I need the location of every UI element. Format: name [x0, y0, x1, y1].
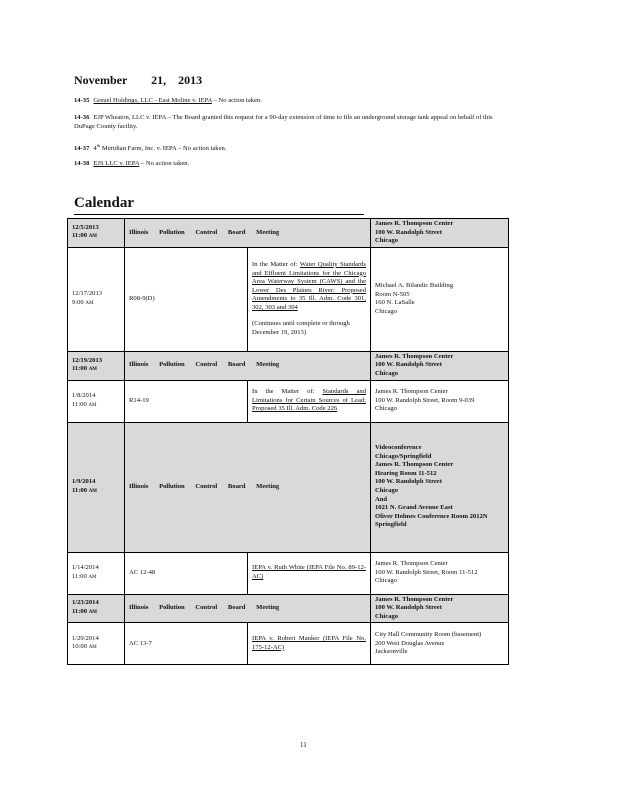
calendar-location-cell	[371, 422, 509, 552]
location-line: Chicago	[375, 237, 399, 245]
calendar-location-cell	[371, 247, 509, 351]
calendar-case-cell	[125, 380, 248, 422]
event-ampm: AM	[88, 574, 97, 580]
calendar-row	[68, 380, 509, 422]
location-line: Chicago/Springfield	[375, 452, 432, 460]
location-line: James R. Thompson Center	[375, 388, 448, 396]
event-ampm: AM	[85, 300, 94, 306]
event-time: 11:00	[72, 607, 88, 615]
calendar-meeting-cell	[125, 594, 371, 623]
heading-day: 21,	[151, 73, 167, 87]
case-number: R14-19	[129, 396, 149, 404]
action-item	[74, 141, 506, 153]
location-line: Chicago	[375, 369, 399, 377]
event-ampm: AM	[88, 609, 98, 615]
location-line: 100 W. Randolph Street, Room 11-512	[375, 568, 478, 576]
location-line: James R. Thompson Center	[375, 352, 454, 360]
calendar-date-cell	[68, 219, 125, 248]
calendar-description-cell	[248, 380, 371, 422]
item-number: 14-35	[74, 97, 90, 104]
location-line: James R. Thompson Center	[375, 220, 454, 227]
location-line: 160 N. LaSalle	[375, 299, 415, 307]
calendar-location-cell	[371, 552, 509, 594]
description-title: Water Quality Standards and Effluent Limitations for the Chicago Area Waterway System (CAWS) and the Lower Des Plaines River: Proposed Amendments to 35 Ill. Adm. Code 301, 302, 303 and 304	[252, 260, 366, 311]
calendar-meeting-cell	[125, 351, 371, 380]
event-date: 1/8/2014	[72, 391, 96, 399]
description-prefix: In the Matter of:	[252, 388, 323, 396]
calendar-row	[68, 623, 509, 665]
calendar-description-cell	[248, 552, 371, 594]
event-date: 1/29/2014	[72, 634, 99, 642]
item-title-part: 4	[93, 145, 97, 153]
item-text: – No action taken.	[139, 160, 190, 167]
item-number: 14-36	[74, 114, 90, 121]
event-time: 11:00	[72, 232, 88, 240]
item-title: EJP Wheaton, LLC v. IEPA	[93, 114, 166, 121]
calendar-description-cell	[248, 623, 371, 665]
location-line: Chicago	[375, 577, 397, 585]
location-line: 1021 N. Grand Avenue East	[375, 504, 453, 512]
event-time: 10:00	[72, 643, 88, 651]
heading-year: 2013	[178, 73, 203, 87]
event-description: Illinois Pollution Control Board Meeting	[129, 228, 280, 236]
description-title: IEPA v. Ruth White (IEPA File No. 89-12-AC)	[252, 564, 366, 581]
calendar-row	[68, 247, 509, 351]
event-ampm: AM	[88, 367, 98, 373]
item-number: 14-37	[74, 145, 90, 153]
calendar-meeting-cell	[125, 422, 371, 552]
event-ampm: AM	[88, 488, 98, 494]
event-time: 11:00	[72, 400, 87, 408]
event-ampm: AM	[88, 402, 97, 408]
item-number: 14-38	[74, 160, 90, 167]
event-description	[252, 388, 366, 414]
heading-month: November	[74, 73, 128, 87]
event-date: 12/19/2013	[72, 356, 103, 364]
location-line: Chicago	[375, 307, 397, 315]
calendar-date-cell	[68, 422, 125, 552]
event-description: Illinois Pollution Control Board Meeting	[129, 482, 280, 490]
calendar-date-cell	[68, 351, 125, 380]
event-time: 9:00	[72, 298, 84, 306]
location-line: Oliver Holmes Conference Room 2012N	[375, 512, 488, 520]
event-description: Illinois Pollution Control Board Meeting	[129, 604, 280, 612]
location-line: Jacksonville	[375, 648, 408, 656]
calendar-date-cell	[68, 552, 125, 594]
location-line: 100 W. Randolph Street	[375, 478, 442, 486]
location-line: 200 West Douglas Avenue	[375, 639, 445, 647]
calendar-meeting-cell	[125, 219, 371, 248]
event-date: 12/5/2013	[72, 223, 99, 231]
description-title: Standards and Limitations for Certain Sources of Lead: Proposed 35 Ill. Adm. Code 226	[252, 388, 366, 413]
event-date: 12/17/2013	[72, 290, 103, 298]
calendar-location-cell	[371, 351, 509, 380]
calendar-case-cell	[125, 552, 248, 594]
calendar-table	[67, 218, 509, 665]
description-prefix: In the Matter of:	[252, 260, 300, 268]
event-date: 1/14/2014	[72, 563, 99, 571]
location-line: City Hall Community Room (basement)	[375, 630, 482, 638]
location-line: Springfield	[375, 521, 407, 529]
calendar-date-cell	[68, 594, 125, 623]
location-line: James R. Thompson Center	[375, 560, 448, 568]
event-time: 11:00	[72, 572, 87, 580]
calendar-date-cell	[68, 247, 125, 351]
location-line: Chicago	[375, 405, 397, 413]
calendar-case-cell	[125, 247, 248, 351]
calendar-location-cell	[371, 380, 509, 422]
event-time: 11:00	[72, 486, 88, 494]
calendar-date-cell	[68, 380, 125, 422]
case-number: AC 13-7	[129, 639, 152, 647]
calendar-row	[68, 594, 509, 623]
item-title-link[interactable]: EJS LLC v. IEPA	[93, 160, 140, 167]
calendar-date-cell	[68, 623, 125, 665]
item-text: – The Board granted this request for a 90-day extension of time to file an underground storage tank appeal on behalf of this DuPage County facility.	[74, 114, 493, 130]
calendar-location-cell	[371, 594, 509, 623]
location-line: 100 W. Randolph Street, Room 9-039	[375, 396, 475, 404]
calendar-row	[68, 351, 509, 380]
action-item	[74, 96, 506, 105]
location-line: And	[375, 495, 388, 503]
location-line: James R. Thompson Center	[375, 461, 454, 469]
event-date: 1/23/2014	[72, 599, 99, 607]
item-title-link[interactable]: Greuel Holdings, LLC - East Moline v. IEPA	[93, 97, 212, 104]
event-description	[252, 635, 366, 652]
section-date-heading	[74, 73, 202, 88]
calendar-row	[68, 552, 509, 594]
case-number: R08-9(D)	[129, 294, 155, 302]
location-line: 100 W. Randolph Street	[375, 228, 442, 236]
calendar-description-cell	[248, 247, 371, 351]
event-description: Illinois Pollution Control Board Meeting	[129, 361, 280, 369]
calendar-title: Calendar	[74, 195, 134, 211]
event-ampm: AM	[88, 234, 98, 240]
location-line: 100 W. Randolph Street	[375, 361, 442, 369]
location-line: Room N-505	[375, 290, 410, 298]
item-text: – No action taken.	[176, 145, 227, 153]
case-number: AC 12-48	[129, 568, 156, 576]
calendar-case-cell	[125, 623, 248, 665]
calendar-row	[68, 219, 509, 248]
location-line: Chicago	[375, 612, 399, 620]
calendar-title-rule	[74, 214, 364, 215]
action-item	[74, 159, 506, 168]
item-title-part: Meridian Farm, Inc. v. IEPA	[100, 145, 177, 153]
location-line: 100 W. Randolph Street	[375, 604, 442, 612]
location-line: Hearing Room 11-512	[375, 469, 437, 477]
page-number: 11	[300, 741, 307, 749]
description-note: (Continues until complete or through December 19, 2013)	[252, 320, 350, 337]
description-title: IEPA v. Robert Manker (IEPA File No. 175-12-AC)	[252, 635, 366, 651]
location-line: Michael A. Bilandic Building	[375, 282, 454, 290]
item-text: – No action taken.	[211, 97, 262, 104]
event-time: 11:00	[72, 365, 88, 373]
location-line: Videoconference	[375, 444, 422, 452]
calendar-location-cell	[371, 219, 509, 248]
location-line: James R. Thompson Center	[375, 595, 454, 603]
event-description	[252, 261, 366, 313]
event-date: 1/9/2014	[72, 477, 96, 485]
item-title-sup: th	[96, 143, 101, 148]
calendar-location-cell	[371, 623, 509, 665]
action-item	[74, 113, 506, 131]
location-line: Chicago	[375, 487, 399, 495]
event-ampm: AM	[88, 645, 97, 651]
calendar-row	[68, 422, 509, 552]
event-description	[252, 564, 366, 581]
